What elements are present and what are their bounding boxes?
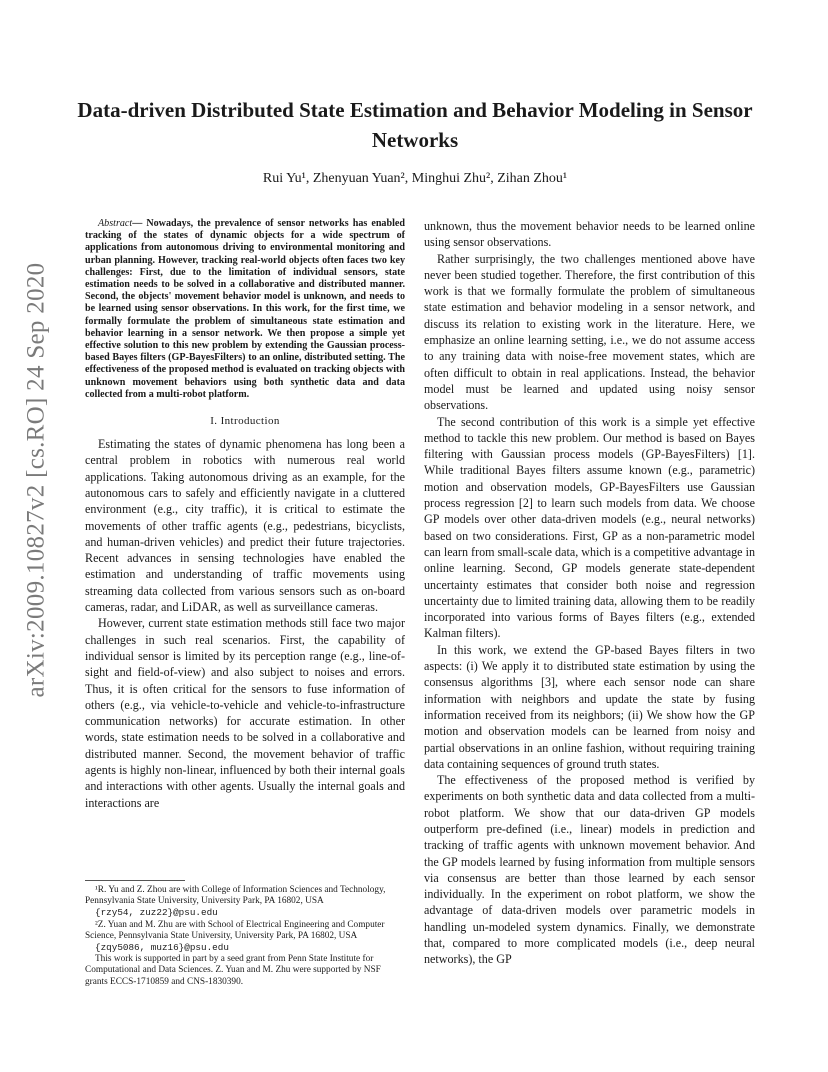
footnote: This work is supported in part by a seed grant from Penn State Institute for Computational and Data Sciences. Z. Yuan and M. Zhu were supported by NSF grants ECCS-1710859 and CNS-1830390. [85,954,381,987]
paragraph: unknown, thus the movement behavior needs to be learned online using sensor observations. [424,219,755,250]
footnote-email [85,942,405,954]
paragraph: Rather surprisingly, the two challenges mentioned above have never been studied together. Therefore, the first contribution of this work is that we formally formulate the problem of simultaneous state estimation and behavior modeling in a sensor network, and discuss its relation to existing work in the literature. Here, we emphasize an online learning setting, i.e., we do not assume access to any training data with noise-free movement states, which are often difficult to obtain in real applications. Instead, the behavior model must be learned and updated using noisy sensor observations. [424,251,755,413]
paragraph: However, current state estimation methods still face two major challenges in such real scenarios. First, the capability of individual sensor is limited by its perception range (e.g., line-of-sight and field-of-view) and also subject to noises and errors. Thus, it is often critical for the sensors to fuse information of others (e.g., via vehicle-to-vehicle and vehicle-to-infrastructure communication networks) for accurate estimation. In other words, state estimation needs to be solved in a collaborative and distributed manner. Second, the movement behavior of traffic agents is highly non-linear, influenced by both their internal goals and interactions with other agents. Usually the internal goals and interactions are [85,616,405,810]
paper-title: Data-driven Distributed State Estimation and Behavior Modeling in Sensor Networks [77,98,753,152]
paragraph: The second contribution of this work is a simple yet effective method to tackle this new problem. Our method is based on Bayes filtering with Gaussian process models (GP-BayesFilters) [1]. While traditional Bayes filters assume known (e.g., parametric) motion and observation models, GP-BayesFilters use Gaussian process regression [2] to learn such models from data. We choose GP models over other data-driven models (e.g., neural networks) based on two considerations. First, GP as a non-parametric model can learn from small-scale data, which is a competitive advantage in online learning. Second, GP models generate state-dependent uncertainty estimates that consider both noise and regression uncertainty due to limited training data, allowing them to be readily incorporated into various forms of Bayes filters (e.g., extended Kalman filters). [424,414,755,641]
left-column [85,218,405,811]
section-heading-introduction: I. Introduction [210,415,280,428]
abstract-label: Abstract [98,218,133,229]
footnote-email [85,907,405,919]
email-address: {rzy54, zuz22}@psu.edu [95,907,218,919]
abstract-text: — Nowadays, the prevalence of sensor networks has enabled tracking of the states of dynamic objects for a wide spectrum of applications from autonomous driving to environmental monitoring and urban planning. However, tracking real-world objects often faces two key challenges: First, due to the limitation of individual sensors, state estimation needs to be solved in a collaborative and distributed manner. Second, the objects' movement behavior model is unknown, and needs to be learned using sensor observations. In this work, for the first time, we formally formulate the problem of simultaneous state estimation and behavior learning in a sensor network. We then propose a simple yet effective solution to this new problem by extending the Gaussian process-based Bayes filters (GP-BayesFilters) to an online, distributed setting. The effectiveness of the proposed method is evaluated on tracking objects with unknown movement behaviors using both synthetic data and data collected from a multi-robot platform. [85,218,405,400]
footnote: ²Z. Yuan and M. Zhu are with School of Electrical Engineering and Computer Science, Pennsylvania State University, University Park, PA 16802, USA [85,919,385,941]
footnote: ¹R. Yu and Z. Zhou are with College of Information Sciences and Technology, Pennsylvania State University, University Park, PA 16802, USA [85,885,386,907]
footnotes [85,880,405,988]
arxiv-identifier [14,262,58,698]
author-list: Rui Yu¹, Zhenyuan Yuan², Minghui Zhu², Zihan Zhou¹ [262,171,568,186]
footnote-rule [85,880,185,881]
abstract [85,218,405,401]
paragraph: Estimating the states of dynamic phenomena has long been a central problem in robotics with numerous real world applications. Taking autonomous driving as an example, for the autonomous cars to safely and efficiently navigate in a cluttered environment (e.g., city traffic), it is critical to estimate the movements of other traffic agents (e.g., pedestrians, bicyclists, and human-driven vehicles) and predict their future trajectories. Recent advances in sensing technologies have enabled the estimation and understanding of traffic movements using streaming data collected from various sensors such as on-board cameras, radar, and LiDAR, as well as surveillance cameras. [85,437,405,615]
email-address: {zqy5086, muz16}@psu.edu [95,942,229,954]
arxiv-identifier-text: arXiv:2009.10827v2 [cs.RO] 24 Sep 2020 [22,262,50,698]
paragraph: The effectiveness of the proposed method is verified by experiments on both synthetic data and data collected from a multi-robot platform. We show that our data-driven GP models outperform pre-defined (i.e., linear) models in prediction and tracking of traffic agents with unknown movement behavior. And the GP models learned by fusing information from multiple sensors via consensus are better than those learned by each sensor individually. In the experiment on robot platform, we show the advantage of data-driven models over parametric models in handling un-modeled system dynamics. Finally, we demonstrate that, compared to more complicated models (i.e., deep neural networks), the GP [424,773,755,967]
right-column [424,218,755,968]
paragraph: In this work, we extend the GP-based Bayes filters in two aspects: (i) We apply it to distributed state estimation by using the consensus algorithms [3], where each sensor node can share information with neighbors and update the state by fusing information received from its neighbors; (ii) We show how the GP motion and observation models can be learned from noisy and partial observations in an online fashion, without requiring training data containing sequences of ground truth states. [424,642,755,771]
